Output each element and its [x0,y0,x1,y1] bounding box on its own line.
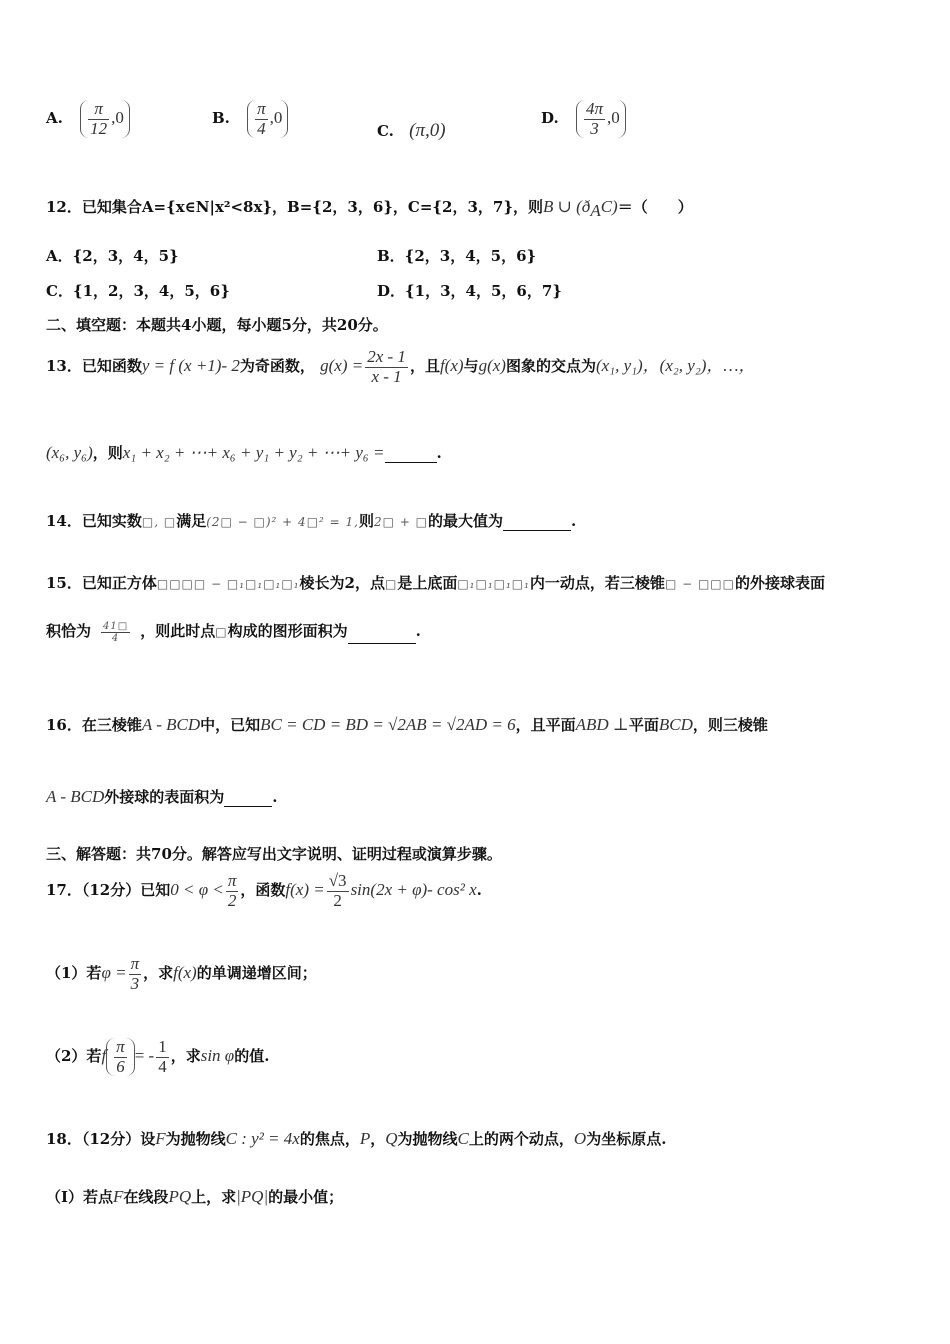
q16-line-1: 16．在三棱锥A - BCD中，已知BC = CD = BD = √2AB = √2AD = 6，且平面ABD ⊥平面BCD，则三棱锥 [46,715,768,734]
q15-line-1: 15．已知正方体□□□□ − □₁□₁□₁□₁棱长为2，点□是上底面□₁□₁□₁□₁内一动点，若三棱锥□ − □□□的外接球表面 [46,574,825,592]
q11-option-d: D. $\frac{4\pi}{3}$ ,0 [541,100,626,138]
q14: 14．已知实数□, □满足(2□ − □)² + 4□² = 1,则2□ + □的最大值为 . [46,512,577,530]
q15-answer-blank[interactable] [348,625,416,644]
q13-line-1: 13．已知函数y = f (x +1)- 2为奇函数， g(x) = $\frac{2x - 1}{x - 1}$ ，且f(x)与g(x)图象的交点为(x₁, y₁)，(x₂, y₂)，…， [46,347,756,386]
q13-answer-blank[interactable] [385,444,437,463]
q11-option-a: A. $\frac{\pi}{12}$ ,0 [46,100,130,138]
q12-option-b: B．{2，3，4，5，6} [377,247,537,265]
q13-line-2: (x₆, y₆)，则x₁ + x₂ + ⋯+ x₆ + y₁ + y₂ + ⋯+ y₆ = . [46,443,442,462]
q16-line-2: A - BCD外接球的表面积为 . [46,787,278,806]
q11-option-c: C. (π,0) [377,120,446,141]
q16-answer-blank[interactable] [224,788,272,807]
q11-option-b: B. $\frac{\pi}{4}$ ,0 [212,100,288,138]
q17-part-2: （2）若f $\frac{\pi}{6}$ = - $\frac{1}{4}$ ，求sin φ的值. [46,1037,270,1076]
q18-stem: 18．（12分）设F为抛物线C : y² = 4x的焦点，P，Q为抛物线C上的两个动点，O为坐标原点. [46,1129,667,1148]
q12-option-d: D．{1，3，4，5，6，7} [377,282,562,300]
q12-option-a: A．{2，3，4，5} [46,247,179,265]
q14-answer-blank[interactable] [503,512,571,531]
q15-line-2: 积恰为 $\frac{41□}{4}$ ，则此时点□构成的图形面积为 . [46,620,421,644]
q17-stem: 17．（12分）已知0 < φ < $\frac{\pi}{2}$ ，函数f(x) = $\frac{√3}{2}$ sin(2x + φ)- cos² x. [46,871,482,910]
q12-stem: 12．已知集合A={x∈N|x²<8x}，B={2，3，6}，C={2，3，7}，则B ∪ $(ð_AC)=$（ ） [46,197,693,220]
section-2-heading: 二、填空题：本题共4小题，每小题5分，共20分。 [46,316,388,334]
q18-part-1: （Ⅰ）若点F在线段PQ上，求|PQ|的最小值； [46,1187,344,1206]
q12-option-c: C．{1，2，3，4，5，6} [46,282,230,300]
q17-part-1: （1）若φ = $\frac{\pi}{3}$ ，求f(x)的单调递增区间； [46,954,317,993]
section-3-heading: 三、解答题：共70分。解答应写出文字说明、证明过程或演算步骤。 [46,845,502,863]
